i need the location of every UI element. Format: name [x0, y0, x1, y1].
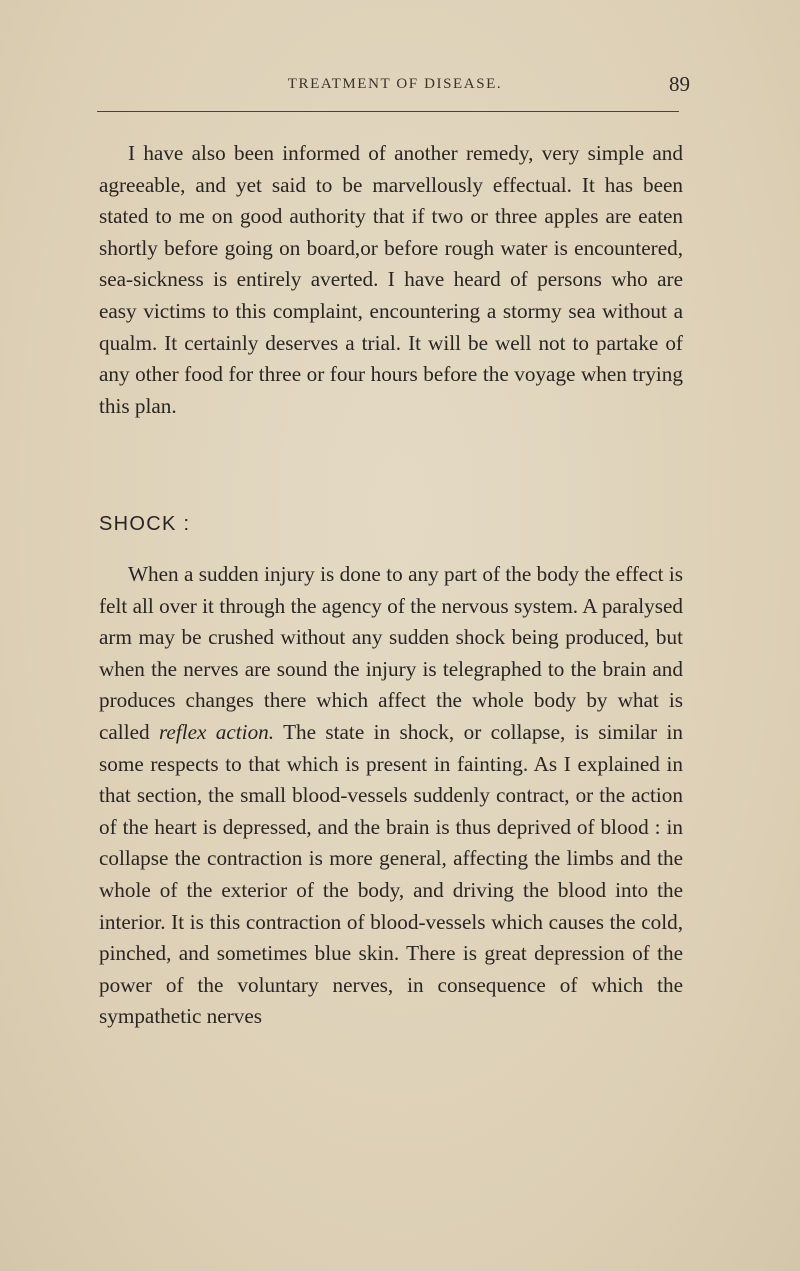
page-number: 89 — [669, 72, 690, 96]
paragraph-text: I have also been informed of another remedy, very simple and agreeable, and yet said to be marvellously effectual. It has been stated to me on good authority that if two or three apples are eaten shortly before going on board,or before rough water is encountered, sea-sickness is entirely averted. I have heard of persons who are easy victims to this complaint, encountering a stormy sea without a qualm. It certainly deserves a trial. It will be well not to partake of any other food for three or four hours before the voyage when trying this plan. — [99, 141, 683, 418]
italic-term: reflex action. — [158, 719, 275, 744]
paragraph-shock — [99, 559, 683, 1033]
running-head — [100, 72, 690, 102]
section-heading-shock: SHOCK : — [99, 513, 191, 535]
paragraph-text-part: The state in shock, or collapse, is similar in some respects to that which is present in fainting. As I explained in that section, the small blood-vessels suddenly contract, or the action of the heart is depressed, and the brain is thus deprived of blood : in collapse the contraction is more general, affecting the limbs and the whole of the exterior of the body, and driving the blood into the interior. It is this contraction of blood-vessels which causes the cold, pinched, and sometimes blue skin. There is great depression of the power of the voluntary nerves, in consequence of which the sympathetic nerves — [99, 719, 683, 1029]
paragraph-text — [99, 559, 683, 1033]
paragraph-apples-remedy — [99, 138, 683, 422]
paragraph-text-part: When a sudden injury is done to any part of the body the effect is felt all over it through the agency of the nervous system. A paralysed arm may be crushed without any sudden shock being produced, but when the nerves are sound the injury is telegraphed to the brain and produces changes there which affect the whole body by what is called — [99, 562, 683, 744]
header-rule — [97, 111, 679, 112]
running-title: TREATMENT OF DISEASE. — [287, 76, 503, 92]
